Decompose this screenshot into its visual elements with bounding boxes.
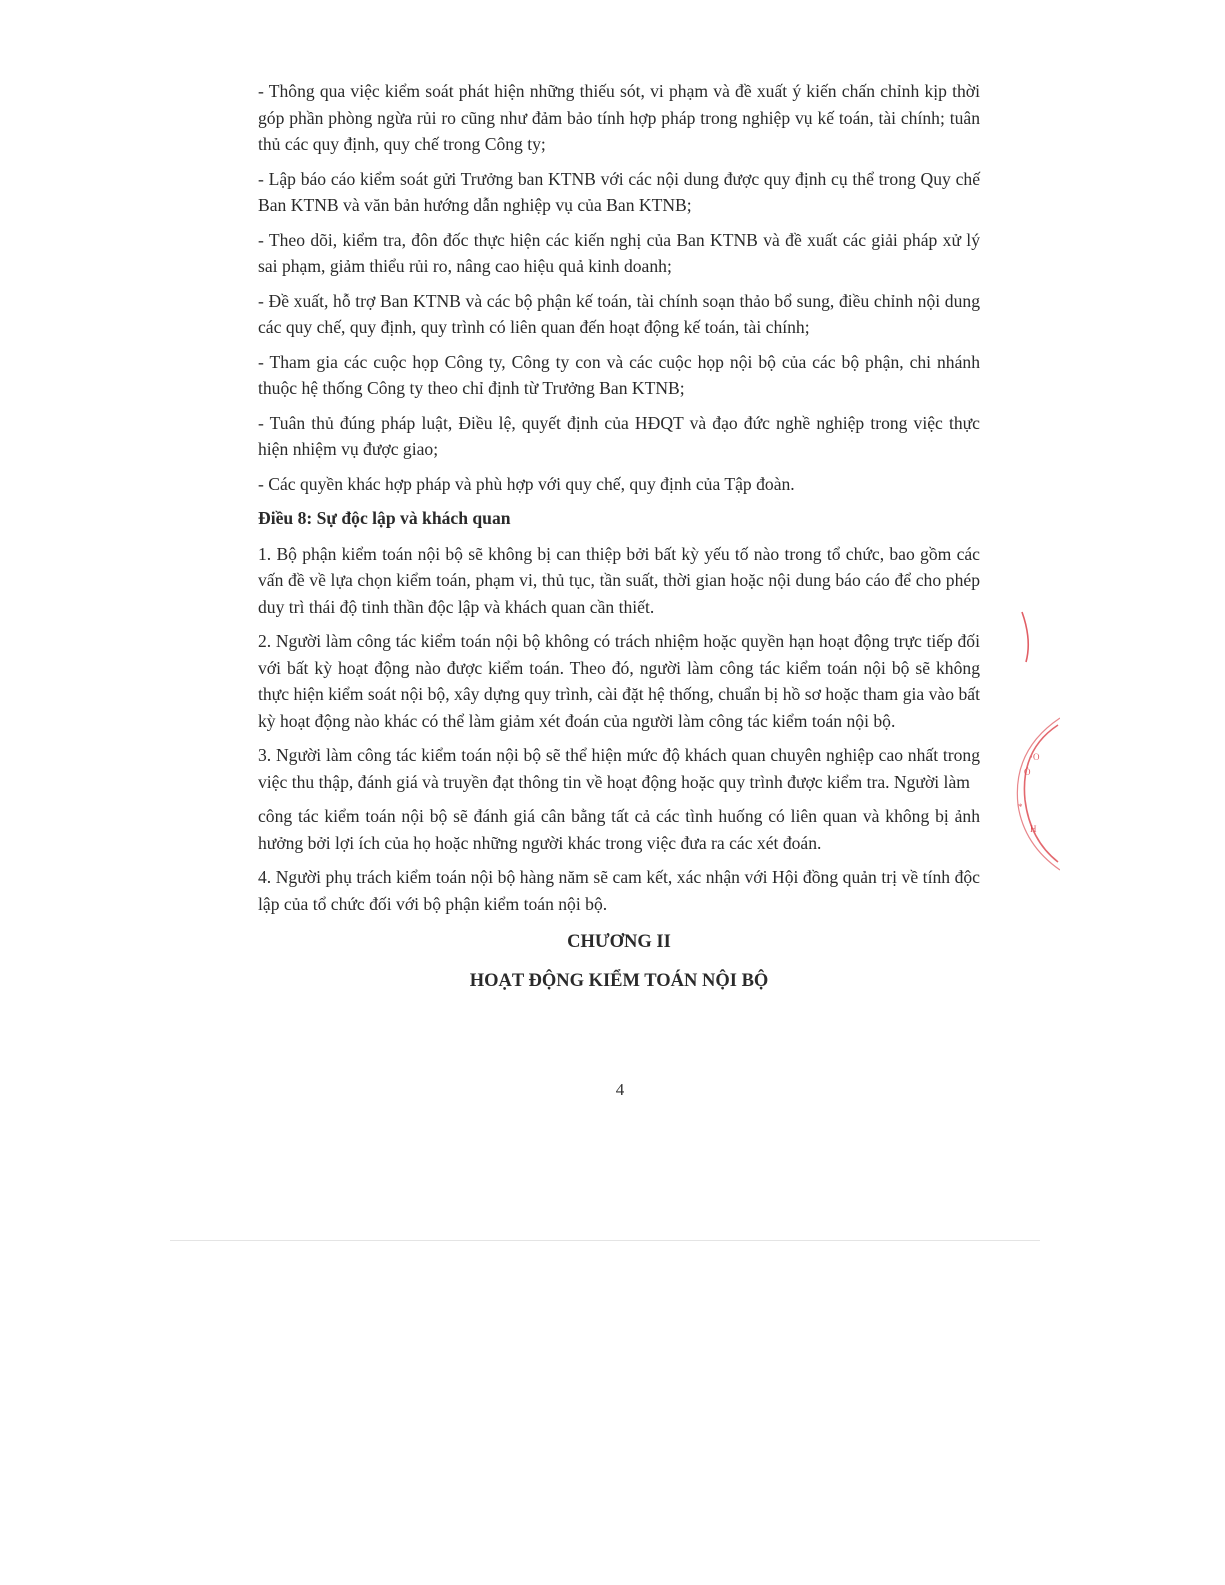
chapter-title: HOẠT ĐỘNG KIỂM TOÁN NỘI BỘ — [469, 970, 769, 991]
page-number: 4 — [615, 1080, 625, 1099]
chapter-number: CHƯƠNG II — [567, 932, 671, 952]
svg-text:Ó: Ó — [1024, 767, 1031, 777]
article-heading: Điều 8: Sự độc lập và khách quan — [258, 508, 511, 528]
paragraph: - Thông qua việc kiểm soát phát hiện những thiếu sót, vi phạm và đề xuất ý kiến chấn chỉnh kịp thời góp phần phòng ngừa rủi ro cũng như đảm bảo tính hợp pháp trong nghiệp vụ kế toán, tài chính; tuân thủ các quy định, quy chế trong Công ty; — [258, 81, 980, 154]
scan-divider — [170, 1240, 1040, 1241]
paragraph: - Các quyền khác hợp pháp và phù hợp với quy chế, quy định của Tập đoàn. — [258, 473, 795, 494]
paragraph: - Lập báo cáo kiểm soát gửi Trưởng ban KTNB với các nội dung được quy định cụ thể trong Quy chế Ban KTNB và văn bản hướng dẫn nghiệp vụ của Ban KTNB; — [258, 168, 980, 215]
article-clause: 3. Người làm công tác kiểm toán nội bộ sẽ thể hiện mức độ khách quan chuyên nghiệp cao nhất trong việc thu thập, đánh giá và truyền đạt thông tin về hoạt động hoặc quy trình được kiểm tra. Người làm — [258, 745, 980, 792]
svg-text:H: H — [1030, 824, 1037, 834]
paragraph: - Tham gia các cuộc họp Công ty, Công ty con và các cuộc họp nội bộ của các bộ phận, chi nhánh thuộc hệ thống Công ty theo chỉ định từ Trưởng Ban KTNB; — [258, 351, 980, 398]
paragraph: - Tuân thủ đúng pháp luật, Điều lệ, quyết định của HĐQT và đạo đức nghề nghiệp trong việc thực hiện nhiệm vụ được giao; — [258, 412, 980, 459]
article-clause: 2. Người làm công tác kiểm toán nội bộ không có trách nhiệm hoặc quyền hạn hoạt động trực tiếp đối với bất kỳ hoạt động nào được kiểm toán. Theo đó, người làm công tác kiểm toán nội bộ sẽ không thực hiện kiểm soát nội bộ, xây dựng quy trình, cài đặt hệ thống, chuẩn bị hồ sơ hoặc tham gia vào bất kỳ hoạt động nào khác có thể làm giảm xét đoán của người làm công tác kiểm toán nội bộ. — [258, 631, 980, 731]
paragraph: - Đề xuất, hỗ trợ Ban KTNB và các bộ phận kế toán, tài chính soạn thảo bổ sung, điều chỉnh nội dung các quy chế, quy định, quy trình có liên quan đến hoạt động kế toán, tài chính; — [258, 290, 980, 337]
document-body — [258, 78, 980, 1002]
paragraph: - Theo dõi, kiểm tra, đôn đốc thực hiện các kiến nghị của Ban KTNB và đề xuất các giải pháp xử lý sai phạm, giảm thiểu rủi ro, nâng cao hiệu quả kinh doanh; — [258, 229, 980, 276]
svg-text:·O: ·O — [1030, 752, 1040, 762]
article-clause: công tác kiểm toán nội bộ sẽ đánh giá cân bằng tất cả các tình huống có liên quan và không bị ảnh hưởng bởi lợi ích của họ hoặc những người khác trong việc đưa ra các xét đoán. — [258, 806, 980, 853]
article-clause: 1. Bộ phận kiểm toán nội bộ sẽ không bị can thiệp bởi bất kỳ yếu tố nào trong tổ chức, bao gồm các vấn đề về lựa chọn kiểm toán, phạm vi, thủ tục, tần suất, thời gian hoặc nội dung báo cáo để cho phép duy trì thái độ tinh thần độc lập và khách quan cần thiết. — [258, 543, 980, 617]
seal-stamp-fragment — [1000, 600, 1060, 880]
article-clause: 4. Người phụ trách kiểm toán nội bộ hàng năm sẽ cam kết, xác nhận với Hội đồng quản trị về tính độc lập của tổ chức đối với bộ phận kiểm toán nội bộ. — [258, 867, 980, 914]
svg-text:*: * — [1018, 802, 1023, 812]
